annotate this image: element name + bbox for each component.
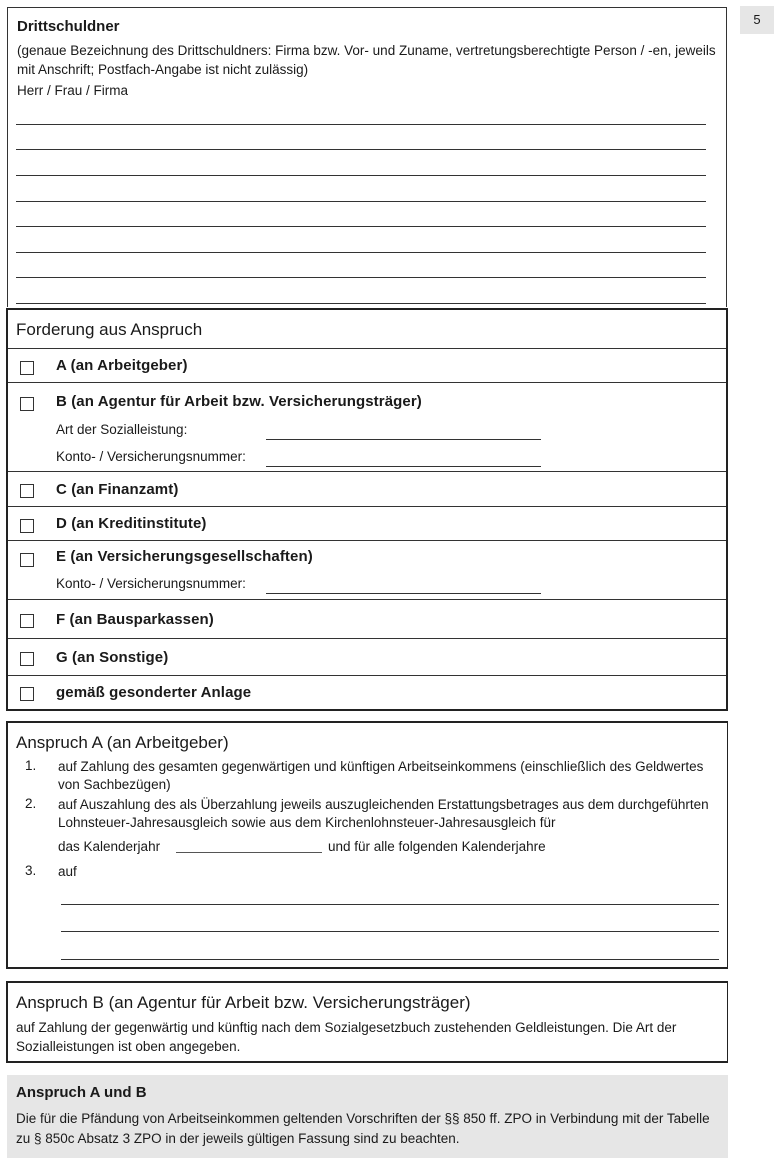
- item-2-number: 2.: [25, 796, 37, 811]
- checkbox-e[interactable]: [20, 553, 34, 567]
- item-1-text: auf Zahlung des gesamten gegenwärtigen und künftigen Arbeitseinkommens (einschließlich des Geldwertes von Sachbezügen): [58, 759, 704, 792]
- option-label-a: A (an Arbeitgeber): [56, 357, 188, 374]
- option-row-e: [8, 540, 726, 600]
- option-label-c: C (an Finanzamt): [56, 481, 179, 498]
- item-3-number: 3.: [25, 863, 37, 878]
- address-line-7[interactable]: [16, 277, 706, 278]
- anspruch-ab-section: [7, 1075, 728, 1158]
- drittschuldner-title: Drittschuldner: [17, 18, 120, 35]
- checkbox-f[interactable]: [20, 614, 34, 628]
- option-label-anlage: gemäß gesonderter Anlage: [56, 684, 252, 701]
- checkbox-a[interactable]: [20, 361, 34, 375]
- option-row-d: [8, 506, 726, 541]
- address-line-2[interactable]: [16, 149, 706, 150]
- item-2-suffix: und für alle folgenden Kalenderjahre: [328, 839, 546, 854]
- address-line-1[interactable]: [16, 124, 706, 125]
- anspruch-ab-title: Anspruch A und B: [16, 1084, 147, 1101]
- option-label-b: B (an Agentur für Arbeit bzw. Versicherungsträger): [56, 393, 422, 410]
- anspruch-b-text: auf Zahlung der gegenwärtig und künftig nach dem Sozialgesetzbuch zustehenden Geldleistungen. Die Art der Sozialleistungen ist oben angegeben.: [16, 1020, 677, 1054]
- drittschuldner-section: [7, 7, 727, 307]
- konto-field-e[interactable]: [266, 593, 541, 594]
- checkbox-anlage[interactable]: [20, 687, 34, 701]
- address-line-4[interactable]: [16, 201, 706, 202]
- item-1-number: 1.: [25, 758, 37, 773]
- option-label-d: D (an Kreditinstitute): [56, 515, 207, 532]
- kalenderjahr-field[interactable]: [176, 852, 322, 853]
- konto-label-b: Konto- / Versicherungsnummer:: [56, 449, 246, 464]
- item-3-line-2[interactable]: [61, 931, 719, 932]
- option-row-b: [8, 382, 726, 472]
- anspruch-a-title: Anspruch A (an Arbeitgeber): [16, 733, 229, 752]
- forderung-title: Forderung aus Anspruch: [16, 320, 203, 339]
- option-row-c: [8, 471, 726, 507]
- drittschuldner-label: Herr / Frau / Firma: [17, 83, 129, 98]
- option-row-g: [8, 638, 726, 676]
- option-label-e: E (an Versicherungsgesellschaften): [56, 548, 313, 565]
- sozialleistung-label: Art der Sozialleistung:: [56, 422, 188, 437]
- option-label-f: F (an Bausparkassen): [56, 611, 214, 628]
- anspruch-b-section: [6, 981, 728, 1063]
- option-row-a: [8, 348, 726, 383]
- address-line-3[interactable]: [16, 175, 706, 176]
- item-3-text: auf: [58, 864, 77, 879]
- address-line-8[interactable]: [16, 303, 706, 304]
- checkbox-b[interactable]: [20, 397, 34, 411]
- konto-field-b[interactable]: [266, 466, 541, 467]
- item-2-kalender-label: das Kalenderjahr: [58, 839, 161, 854]
- forderung-section: [6, 308, 728, 711]
- checkbox-g[interactable]: [20, 652, 34, 666]
- option-row-f: [8, 599, 726, 639]
- checkbox-d[interactable]: [20, 519, 34, 533]
- anspruch-a-section: [6, 721, 728, 969]
- page-number: 5: [740, 6, 774, 34]
- item-2-text: auf Auszahlung des als Überzahlung jeweils auszugleichenden Erstattungsbetrages aus dem durchgeführten Lohnsteuer-Jahresausgleich sowie aus dem Kirchenlohnsteuer-Jahresausgleich für: [58, 797, 709, 830]
- option-label-g: G (an Sonstige): [56, 649, 169, 666]
- konto-label-e: Konto- / Versicherungsnummer:: [56, 576, 246, 591]
- sozialleistung-field[interactable]: [266, 439, 541, 440]
- anspruch-ab-text: Die für die Pfändung von Arbeitseinkommen geltenden Vorschriften der §§ 850 ff. ZPO in Verbindung mit der Tabelle zu § 850c Absatz 3 ZPO in der jeweils gültigen Fassung sind zu beachten.: [16, 1111, 710, 1146]
- option-row-anlage: [8, 675, 726, 710]
- item-3-line-1[interactable]: [61, 904, 719, 905]
- address-line-6[interactable]: [16, 252, 706, 253]
- item-3-line-3[interactable]: [61, 959, 719, 960]
- drittschuldner-description: (genaue Bezeichnung des Drittschuldners: Firma bzw. Vor- und Zuname, vertretungsberechtigte Person / -en, jeweils mit Anschrift; Postfach-Angabe ist nicht zulässig): [17, 43, 716, 77]
- anspruch-b-title: Anspruch B (an Agentur für Arbeit bzw. Versicherungsträger): [16, 993, 471, 1012]
- address-line-5[interactable]: [16, 226, 706, 227]
- checkbox-c[interactable]: [20, 484, 34, 498]
